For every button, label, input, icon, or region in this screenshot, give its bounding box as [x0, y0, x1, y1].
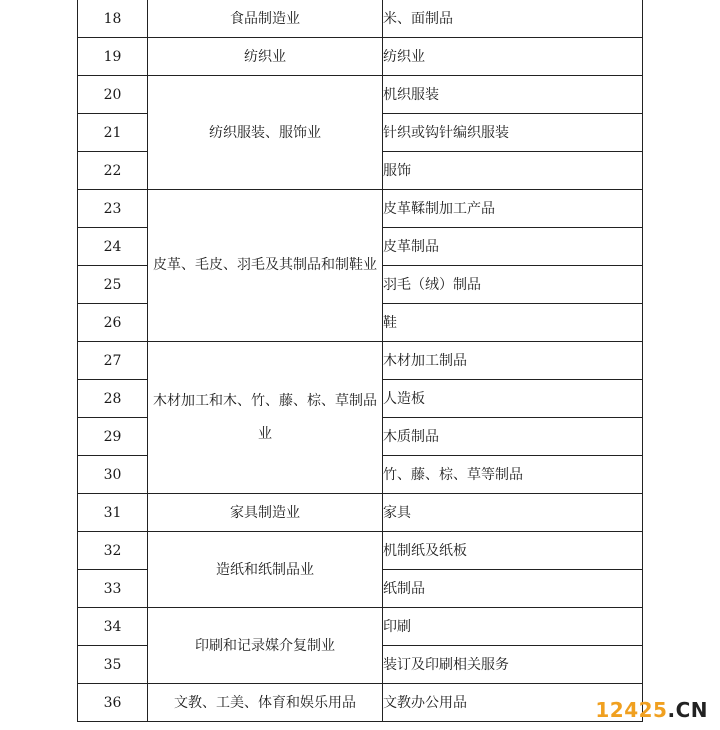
row-number: 35 — [78, 646, 148, 684]
subcategory-cell: 羽毛（绒）制品 — [383, 266, 643, 304]
category-cell: 印刷和记录媒介复制业 — [148, 608, 383, 684]
subcategory-cell: 纺织业 — [383, 38, 643, 76]
subcategory-cell: 皮革制品 — [383, 228, 643, 266]
watermark-digits: 12425 — [595, 698, 668, 722]
category-cell: 纺织服装、服饰业 — [148, 76, 383, 190]
subcategory-cell: 米、面制品 — [383, 0, 643, 38]
subcategory-cell: 家具 — [383, 494, 643, 532]
subcategory-cell: 木质制品 — [383, 418, 643, 456]
row-number: 27 — [78, 342, 148, 380]
category-text: 木材加工和木、竹、藤、棕、草制品业 — [153, 392, 377, 442]
subcategory-cell: 竹、藤、棕、草等制品 — [383, 456, 643, 494]
site-watermark — [595, 698, 708, 722]
subcategory-cell: 纸制品 — [383, 570, 643, 608]
watermark-tld: .CN — [667, 698, 708, 722]
table-row — [78, 38, 643, 76]
row-number: 21 — [78, 114, 148, 152]
row-number: 22 — [78, 152, 148, 190]
subcategory-cell: 木材加工制品 — [383, 342, 643, 380]
row-number: 24 — [78, 228, 148, 266]
row-number: 34 — [78, 608, 148, 646]
row-number: 30 — [78, 456, 148, 494]
row-number: 19 — [78, 38, 148, 76]
category-cell: 纺织业 — [148, 38, 383, 76]
table-row — [78, 608, 643, 646]
subcategory-cell: 印刷 — [383, 608, 643, 646]
row-number: 28 — [78, 380, 148, 418]
row-number: 36 — [78, 684, 148, 722]
subcategory-cell: 服饰 — [383, 152, 643, 190]
table-row — [78, 0, 643, 38]
category-cell: 家具制造业 — [148, 494, 383, 532]
table-row — [78, 532, 643, 570]
industry-table — [77, 0, 643, 722]
category-cell — [148, 190, 383, 342]
subcategory-cell: 机织服装 — [383, 76, 643, 114]
subcategory-cell: 装订及印刷相关服务 — [383, 646, 643, 684]
row-number: 23 — [78, 190, 148, 228]
category-cell: 文教、工美、体育和娱乐用品 — [148, 684, 383, 722]
table-row — [78, 342, 643, 380]
row-number: 31 — [78, 494, 148, 532]
subcategory-cell: 针织或钩针编织服装 — [383, 114, 643, 152]
subcategory-cell: 皮革鞣制加工产品 — [383, 190, 643, 228]
category-text: 皮革、毛皮、羽毛及其制品和制鞋业 — [153, 257, 377, 273]
row-number: 26 — [78, 304, 148, 342]
row-number: 33 — [78, 570, 148, 608]
subcategory-cell: 鞋 — [383, 304, 643, 342]
table-row — [78, 684, 643, 722]
category-cell: 食品制造业 — [148, 0, 383, 38]
subcategory-cell: 文教办公用品 — [383, 684, 643, 722]
category-cell — [148, 342, 383, 494]
subcategory-cell: 机制纸及纸板 — [383, 532, 643, 570]
table-row — [78, 494, 643, 532]
row-number: 20 — [78, 76, 148, 114]
table-row — [78, 76, 643, 114]
category-cell: 造纸和纸制品业 — [148, 532, 383, 608]
row-number: 32 — [78, 532, 148, 570]
table-row — [78, 190, 643, 228]
row-number: 18 — [78, 0, 148, 38]
row-number: 25 — [78, 266, 148, 304]
subcategory-cell: 人造板 — [383, 380, 643, 418]
row-number: 29 — [78, 418, 148, 456]
